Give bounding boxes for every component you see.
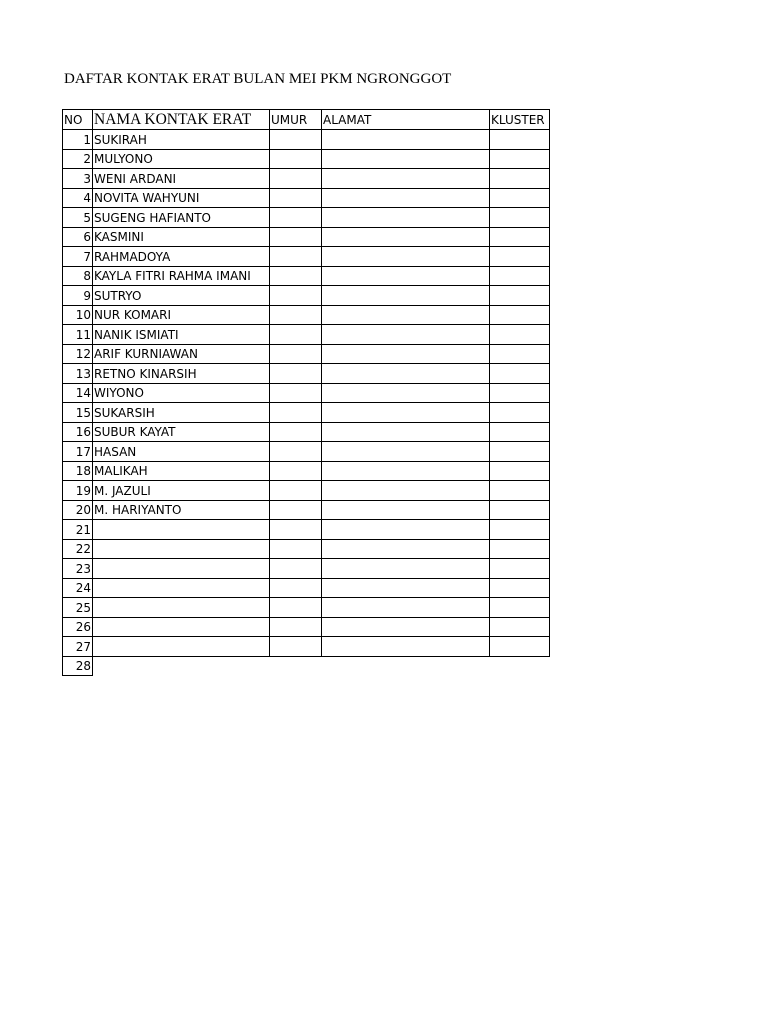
kluster-cell[interactable] xyxy=(490,422,550,442)
table-row xyxy=(63,227,550,247)
alamat-cell[interactable] xyxy=(322,130,490,150)
alamat-cell[interactable] xyxy=(322,539,490,559)
kluster-cell[interactable] xyxy=(490,403,550,423)
alamat-cell[interactable] xyxy=(322,442,490,462)
row-number-cell[interactable]: 24 xyxy=(63,578,93,598)
kluster-cell[interactable] xyxy=(490,188,550,208)
row-number-cell[interactable]: 9 xyxy=(63,286,93,306)
table-row xyxy=(63,130,550,150)
row-number-cell[interactable]: 8 xyxy=(63,266,93,286)
umur-cell[interactable] xyxy=(270,637,322,657)
header-umur: UMUR xyxy=(270,110,322,130)
table-row xyxy=(63,188,550,208)
name-cell[interactable]: KASMINI xyxy=(93,227,270,247)
name-cell[interactable]: NOVITA WAHYUNI xyxy=(93,188,270,208)
name-cell[interactable]: MALIKAH xyxy=(93,461,270,481)
kluster-cell[interactable] xyxy=(490,305,550,325)
umur-cell[interactable] xyxy=(270,461,322,481)
umur-cell[interactable] xyxy=(270,559,322,579)
kluster-cell[interactable] xyxy=(490,286,550,306)
table-row xyxy=(63,539,550,559)
row-number-cell[interactable]: 18 xyxy=(63,461,93,481)
name-cell[interactable]: WENI ARDANI xyxy=(93,169,270,189)
table-row xyxy=(63,169,550,189)
row-number-cell[interactable]: 16 xyxy=(63,422,93,442)
umur-cell[interactable] xyxy=(270,617,322,637)
alamat-cell[interactable] xyxy=(322,286,490,306)
umur-cell[interactable] xyxy=(270,188,322,208)
name-cell[interactable] xyxy=(93,598,270,618)
name-cell[interactable]: M. HARIYANTO xyxy=(93,500,270,520)
kluster-cell[interactable] xyxy=(490,578,550,598)
alamat-cell[interactable] xyxy=(322,500,490,520)
kluster-cell[interactable] xyxy=(490,344,550,364)
table-row xyxy=(63,442,550,462)
kluster-cell[interactable] xyxy=(490,383,550,403)
alamat-cell[interactable] xyxy=(322,617,490,637)
kluster-cell[interactable] xyxy=(490,325,550,345)
kluster-cell[interactable] xyxy=(490,266,550,286)
alamat-cell[interactable] xyxy=(322,305,490,325)
row-number-cell[interactable]: 19 xyxy=(63,481,93,501)
kluster-cell[interactable] xyxy=(490,617,550,637)
name-cell[interactable]: NANIK ISMIATI xyxy=(93,325,270,345)
alamat-cell[interactable] xyxy=(322,188,490,208)
kluster-cell[interactable] xyxy=(490,559,550,579)
alamat-cell[interactable] xyxy=(322,325,490,345)
name-cell[interactable]: SUGENG HAFIANTO xyxy=(93,208,270,228)
row-number-cell[interactable]: 28 xyxy=(63,656,93,676)
row-number-cell[interactable]: 4 xyxy=(63,188,93,208)
alamat-cell[interactable] xyxy=(322,364,490,384)
document-title: DAFTAR KONTAK ERAT BULAN MEI PKM NGRONGGOT xyxy=(64,71,452,87)
name-cell[interactable] xyxy=(93,520,270,540)
table-row xyxy=(63,286,550,306)
alamat-cell[interactable] xyxy=(322,247,490,267)
name-cell[interactable]: RETNO KINARSIH xyxy=(93,364,270,384)
table-row xyxy=(63,520,550,540)
blank-cell xyxy=(490,656,550,676)
name-cell[interactable]: WIYONO xyxy=(93,383,270,403)
name-cell[interactable]: KAYLA FITRI RAHMA IMANI xyxy=(93,266,270,286)
table-row xyxy=(63,344,550,364)
kluster-cell[interactable] xyxy=(490,208,550,228)
name-cell[interactable]: M. JAZULI xyxy=(93,481,270,501)
table-row xyxy=(63,383,550,403)
name-cell[interactable] xyxy=(93,559,270,579)
name-cell[interactable]: NUR KOMARI xyxy=(93,305,270,325)
header-name: NAMA KONTAK ERAT xyxy=(93,110,270,130)
umur-cell[interactable] xyxy=(270,325,322,345)
umur-cell[interactable] xyxy=(270,286,322,306)
kluster-cell[interactable] xyxy=(490,520,550,540)
alamat-cell[interactable] xyxy=(322,461,490,481)
row-number-cell[interactable]: 15 xyxy=(63,403,93,423)
name-cell[interactable]: SUTRYO xyxy=(93,286,270,306)
alamat-cell[interactable] xyxy=(322,383,490,403)
kluster-cell[interactable] xyxy=(490,539,550,559)
umur-cell[interactable] xyxy=(270,598,322,618)
table-row xyxy=(63,266,550,286)
kluster-cell[interactable] xyxy=(490,227,550,247)
umur-cell[interactable] xyxy=(270,266,322,286)
blank-cell xyxy=(270,656,322,676)
header-alamat: ALAMAT xyxy=(322,110,490,130)
kluster-cell[interactable] xyxy=(490,130,550,150)
row-number-cell[interactable]: 5 xyxy=(63,208,93,228)
name-cell[interactable]: HASAN xyxy=(93,442,270,462)
alamat-cell[interactable] xyxy=(322,520,490,540)
row-number-cell[interactable]: 25 xyxy=(63,598,93,618)
umur-cell[interactable] xyxy=(270,227,322,247)
table-row xyxy=(63,481,550,501)
contact-table-container xyxy=(62,109,550,676)
name-cell[interactable] xyxy=(93,617,270,637)
table-row xyxy=(63,305,550,325)
row-number-cell[interactable]: 21 xyxy=(63,520,93,540)
umur-cell[interactable] xyxy=(270,422,322,442)
alamat-cell[interactable] xyxy=(322,559,490,579)
name-cell[interactable]: SUBUR KAYAT xyxy=(93,422,270,442)
umur-cell[interactable] xyxy=(270,383,322,403)
table-row xyxy=(63,578,550,598)
table-row xyxy=(63,598,550,618)
alamat-cell[interactable] xyxy=(322,227,490,247)
row-number-cell[interactable]: 13 xyxy=(63,364,93,384)
umur-cell[interactable] xyxy=(270,539,322,559)
table-row xyxy=(63,617,550,637)
header-no: NO xyxy=(63,110,93,130)
kluster-cell[interactable] xyxy=(490,364,550,384)
table-row xyxy=(63,559,550,579)
name-cell[interactable] xyxy=(93,539,270,559)
alamat-cell[interactable] xyxy=(322,481,490,501)
row-number-cell[interactable]: 22 xyxy=(63,539,93,559)
name-cell[interactable]: MULYONO xyxy=(93,149,270,169)
table-row xyxy=(63,364,550,384)
umur-cell[interactable] xyxy=(270,403,322,423)
alamat-cell[interactable] xyxy=(322,598,490,618)
name-cell[interactable] xyxy=(93,578,270,598)
row-number-cell[interactable]: 27 xyxy=(63,637,93,657)
alamat-cell[interactable] xyxy=(322,403,490,423)
row-number-cell[interactable]: 1 xyxy=(63,130,93,150)
row-number-cell[interactable]: 14 xyxy=(63,383,93,403)
table-row xyxy=(63,656,550,676)
umur-cell[interactable] xyxy=(270,500,322,520)
header-kluster: KLUSTER xyxy=(490,110,550,130)
contact-table xyxy=(62,109,550,676)
name-cell[interactable]: SUKIRAH xyxy=(93,130,270,150)
umur-cell[interactable] xyxy=(270,247,322,267)
umur-cell[interactable] xyxy=(270,578,322,598)
blank-cell xyxy=(322,656,490,676)
name-cell[interactable] xyxy=(93,637,270,657)
row-number-cell[interactable]: 23 xyxy=(63,559,93,579)
alamat-cell[interactable] xyxy=(322,169,490,189)
alamat-cell[interactable] xyxy=(322,266,490,286)
kluster-cell[interactable] xyxy=(490,637,550,657)
umur-cell[interactable] xyxy=(270,149,322,169)
table-row xyxy=(63,403,550,423)
name-cell[interactable]: SUKARSIH xyxy=(93,403,270,423)
table-row xyxy=(63,422,550,442)
kluster-cell[interactable] xyxy=(490,598,550,618)
kluster-cell[interactable] xyxy=(490,169,550,189)
table-row xyxy=(63,325,550,345)
table-row xyxy=(63,500,550,520)
alamat-cell[interactable] xyxy=(322,149,490,169)
umur-cell[interactable] xyxy=(270,130,322,150)
name-cell[interactable]: ARIF KURNIAWAN xyxy=(93,344,270,364)
row-number-cell[interactable]: 7 xyxy=(63,247,93,267)
kluster-cell[interactable] xyxy=(490,461,550,481)
blank-cell xyxy=(93,656,270,676)
kluster-cell[interactable] xyxy=(490,500,550,520)
alamat-cell[interactable] xyxy=(322,578,490,598)
umur-cell[interactable] xyxy=(270,169,322,189)
row-number-cell[interactable]: 3 xyxy=(63,169,93,189)
table-row xyxy=(63,149,550,169)
table-row xyxy=(63,461,550,481)
kluster-cell[interactable] xyxy=(490,481,550,501)
row-number-cell[interactable]: 26 xyxy=(63,617,93,637)
umur-cell[interactable] xyxy=(270,481,322,501)
table-row xyxy=(63,208,550,228)
alamat-cell[interactable] xyxy=(322,208,490,228)
name-cell[interactable]: RAHMADOYA xyxy=(93,247,270,267)
kluster-cell[interactable] xyxy=(490,247,550,267)
table-row xyxy=(63,247,550,267)
umur-cell[interactable] xyxy=(270,364,322,384)
umur-cell[interactable] xyxy=(270,520,322,540)
kluster-cell[interactable] xyxy=(490,442,550,462)
table-header-row xyxy=(63,110,550,130)
row-number-cell[interactable]: 12 xyxy=(63,344,93,364)
row-number-cell[interactable]: 20 xyxy=(63,500,93,520)
umur-cell[interactable] xyxy=(270,344,322,364)
alamat-cell[interactable] xyxy=(322,637,490,657)
umur-cell[interactable] xyxy=(270,208,322,228)
alamat-cell[interactable] xyxy=(322,422,490,442)
row-number-cell[interactable]: 10 xyxy=(63,305,93,325)
alamat-cell[interactable] xyxy=(322,344,490,364)
umur-cell[interactable] xyxy=(270,305,322,325)
table-row xyxy=(63,637,550,657)
row-number-cell[interactable]: 11 xyxy=(63,325,93,345)
row-number-cell[interactable]: 17 xyxy=(63,442,93,462)
row-number-cell[interactable]: 6 xyxy=(63,227,93,247)
row-number-cell[interactable]: 2 xyxy=(63,149,93,169)
kluster-cell[interactable] xyxy=(490,149,550,169)
umur-cell[interactable] xyxy=(270,442,322,462)
